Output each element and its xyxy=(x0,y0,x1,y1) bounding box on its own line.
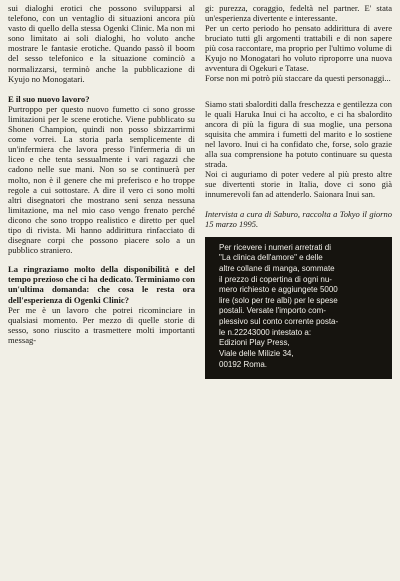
box-line: Edizioni Play Press, xyxy=(219,338,290,348)
box-line: "La clinica dell'amore" e delle xyxy=(219,253,323,263)
answer-new-work: Purtroppo per questo nuovo fumetto ci sono grosse limitazioni per le scene erotiche. Viene pubblicato su Shonen Champion, quindi non posso sbizzarrirmi come vorrei. La storia parla semplicemente di un'infermiera che lavora presso l'infermeria di un liceo e che tenta sessualmente i vari ragazzi che cadono nelle sue mani. Non so se continuerà per molto, non è il genere che mi preferisco e ho troppe regole a cui sottostare. A dire il vero ci sono molti altri disegnatori che mostrano seni senza nessuna limitazione, ma nel mio caso vengo frenato perché dicono che sono troppo realistico e diretto per quel tipo di rivista. Mi hanno addirittura rinfacciato di disegnare corpi che possono piacere solo a un pubblico straniero. xyxy=(8,103,195,256)
box-line: il prezzo di copertina di ogni nu- xyxy=(219,274,332,284)
paragraph-characters: Forse non mi potrò più staccare da questi personaggi... xyxy=(205,72,391,83)
paragraph-impressions: Siamo stati sbalorditi dalla freschezza e gentilezza con le quali Haruka Inui ci ha accolto, e ci ha sbalordito ancora di più la figura di sua moglie, una persona squisita che ammira i fumetti del marito e lo sostiene nel lavoro. Inui ci ha confidato che, forse, solo grazie alla sua comprensione ha potuto continuare su questa strada. xyxy=(205,98,392,169)
box-line: postali. Versate l'importo com- xyxy=(219,306,326,316)
question-final: La ringraziamo molto della disponibilità e del tempo prezioso che ci ha dedicato. Terminiamo con un'ultima domanda: che cosa le resta ora dell'esperienza di Ogenki Clinic? xyxy=(8,264,195,305)
box-line: altre collane di manga, sommate xyxy=(219,263,335,273)
box-line: Viale delle Milizie 34, xyxy=(219,348,294,358)
box-line: 00192 Roma. xyxy=(219,359,268,369)
box-line: plessivo sul conto corrente posta- xyxy=(219,317,339,327)
left-column xyxy=(8,3,195,577)
box-line: lire (solo per tre albi) per le spese xyxy=(219,295,338,305)
box-line: Per ricevere i numeri arretrati di xyxy=(219,242,332,252)
back-issues-info-box xyxy=(205,237,392,380)
box-line: mero richiesto e aggiungete 5000 xyxy=(219,285,338,295)
interview-credit: Intervista a cura di Saburo, raccolta a Tokyo il giorno 15 marzo 1995. xyxy=(205,208,392,229)
paragraph-topics: Per un certo periodo ho pensato addirittura di avere bruciato tutti gli argomenti trattabili e di non sapere più cosa raccontare, ma proprio per l'ultimo volume di Kyujo no Monogatari ho voluto riproporre una nuova avventura di Ogekuri e Tatase. xyxy=(205,22,392,73)
answer-continuation: gi: purezza, coraggio, fedeltà nel partner. E' stata un'esperienza divertente e interessante. xyxy=(205,3,392,23)
question-new-work: E il suo nuovo lavoro? xyxy=(8,93,90,104)
right-column xyxy=(205,3,392,577)
box-line: le n.22243000 intestato a: xyxy=(219,327,312,337)
paragraph-wishes: Noi ci auguriamo di poter vedere al più presto altre sue divertenti storie in Italia, dove ci sono già innumerevoli fan ad attenderlo. Saionara Inui san. xyxy=(205,168,392,199)
answer-final: Per me è un lavoro che potrei ricominciare in qualsiasi momento. Per mezzo di quelle storie di sesso, sono riuscito a trasmettere molti importanti messag- xyxy=(8,304,195,345)
intro-paragraph: sui dialoghi erotici che possono svilupparsi al telefono, con un ventaglio di situazioni ancora più vasto di quello della stessa Ogenki Clinic. Ma non mi sono limitato ai soli dialoghi, ho voluto anche mostrare le fantasie erotiche. Quando passò il boom del sesso telefonico e la situazione cominciò a normalizzarsi, terminò anche la pubblicazione di Kyujo no Monogatari. xyxy=(8,3,195,84)
